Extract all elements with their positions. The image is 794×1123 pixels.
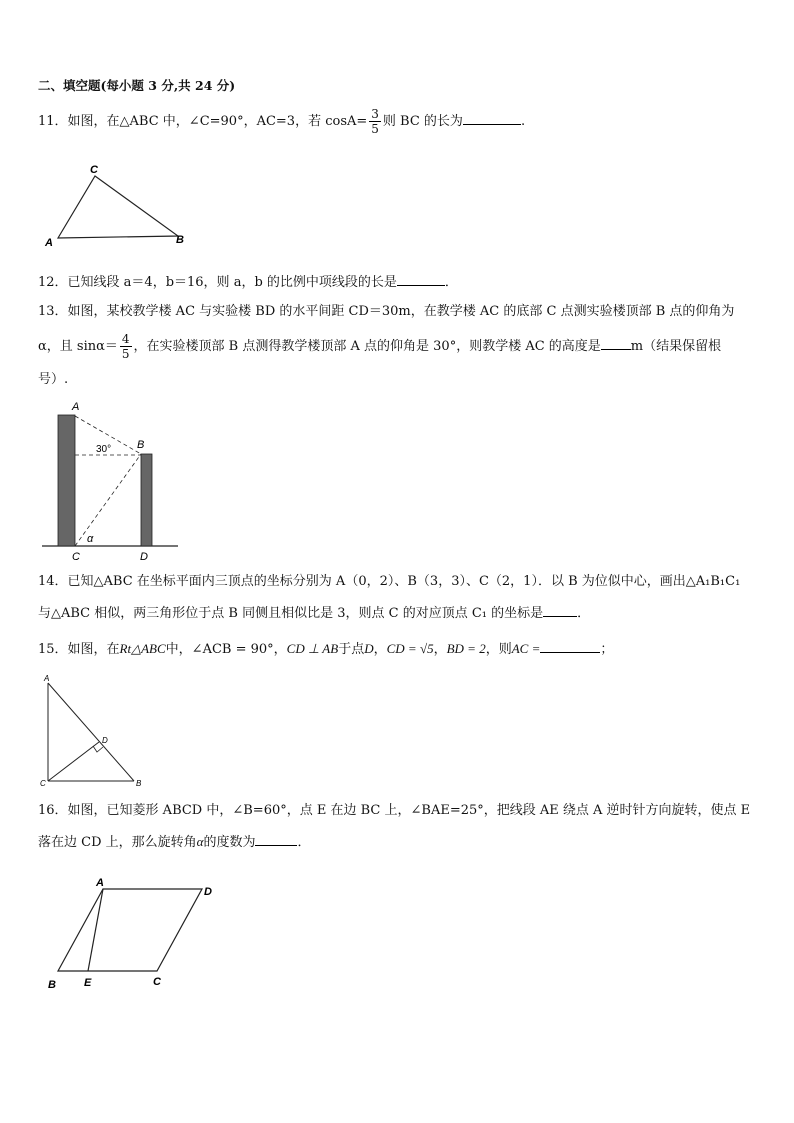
building-bd (141, 454, 152, 546)
label-b: B (176, 234, 184, 246)
label-c: C (72, 551, 80, 563)
q13-answer-blank[interactable] (601, 336, 631, 350)
q15-triangle-figure (38, 673, 153, 791)
question-11: 11．如图，在△ABC 中，∠C=90°，AC=3，若 cosA= $\frac{3}{5}$ 则 BC 的长为 . (38, 107, 526, 136)
q13-fraction: $\frac{4}{5}$ (121, 332, 130, 361)
section-title: 二、填空题(每小题 3 分,共 24 分) (38, 78, 236, 93)
q12-answer-blank[interactable] (397, 272, 445, 286)
triangle-abc (58, 176, 178, 238)
question-13-line1: 13．如图，某校教学楼 AC 与实验楼 BD 的水平间距 CD＝30m，在教学楼 AC 的底部 C 点测实验楼顶部 B 点的仰角为 (38, 304, 735, 319)
question-13-line3: 号）. (38, 372, 69, 387)
question-13-line2: α，且 sinα＝ $\frac{4}{5}$ ，在实验楼顶部 B 点测得教学楼顶部 A 点的仰角是 30°，则教学楼 AC 的高度是 m（结果保留根 (38, 332, 722, 361)
label-30deg: 30° (96, 444, 112, 455)
label-c: C (90, 164, 98, 176)
building-ac (58, 415, 75, 546)
question-16-line2: 落在边 CD 上，那么旋转角α的度数为 ． (38, 834, 311, 850)
label-a: A (44, 674, 50, 683)
q16-answer-blank[interactable] (255, 832, 297, 846)
label-alpha: α (87, 533, 94, 545)
line-cb-dashed (75, 454, 141, 546)
label-d: D (140, 551, 148, 563)
rhombus-abcd (58, 889, 202, 971)
q11-text-b: 则 BC 的长为 (382, 114, 463, 129)
q11-answer-blank[interactable] (463, 111, 521, 125)
side-ab (48, 683, 134, 781)
q16-rhombus-figure (42, 872, 222, 994)
label-d: D (102, 736, 108, 745)
label-e: E (84, 977, 92, 989)
label-a: A (45, 237, 53, 249)
question-15: 15．如图，在Rt△ABC中，∠ACB = 90°，CD ⊥ AB于点D，CD = √5，BD = 2，则AC = ； (38, 641, 614, 657)
label-b: B (136, 779, 142, 788)
q13-buildings-figure (38, 398, 188, 566)
label-d: D (204, 886, 212, 898)
q15-answer-blank[interactable] (540, 639, 600, 653)
q11-triangle-figure (40, 160, 200, 250)
segment-ae (88, 889, 103, 971)
question-12: 12．已知线段 a＝4，b＝16，则 a，b 的比例中项线段的长是 ． (38, 272, 458, 292)
label-b: B (137, 439, 145, 451)
right-angle-mark (93, 746, 103, 752)
label-c: C (40, 779, 46, 788)
q11-text-a: 11．如图，在△ABC 中，∠C=90°，AC=3，若 cosA= (38, 114, 368, 129)
q11-fraction: $\frac{3}{5}$ (371, 107, 379, 136)
question-14-line2: 与△ABC 相似，两三角形位于点 B 同侧且相似比是 3，则点 C 的对应顶点 C₁ 的坐标是 ． (38, 603, 590, 623)
label-b: B (48, 979, 56, 991)
altitude-cd (48, 742, 99, 781)
label-c: C (153, 976, 161, 988)
label-a: A (72, 401, 80, 413)
question-16-line1: 16．如图，已知菱形 ABCD 中，∠B=60°，点 E 在边 BC 上，∠BAE=25°，把线段 AE 绕点 A 逆时针方向旋转，使点 E (38, 803, 751, 818)
question-14-line1: 14．已知△ABC 在坐标平面内三顶点的坐标分别为 A（0，2）、B（3，3）、C（2，1）．以 B 为位似中心，画出△A₁B₁C₁ (38, 574, 741, 589)
q14-answer-blank[interactable] (543, 603, 577, 617)
label-a: A (96, 877, 104, 889)
